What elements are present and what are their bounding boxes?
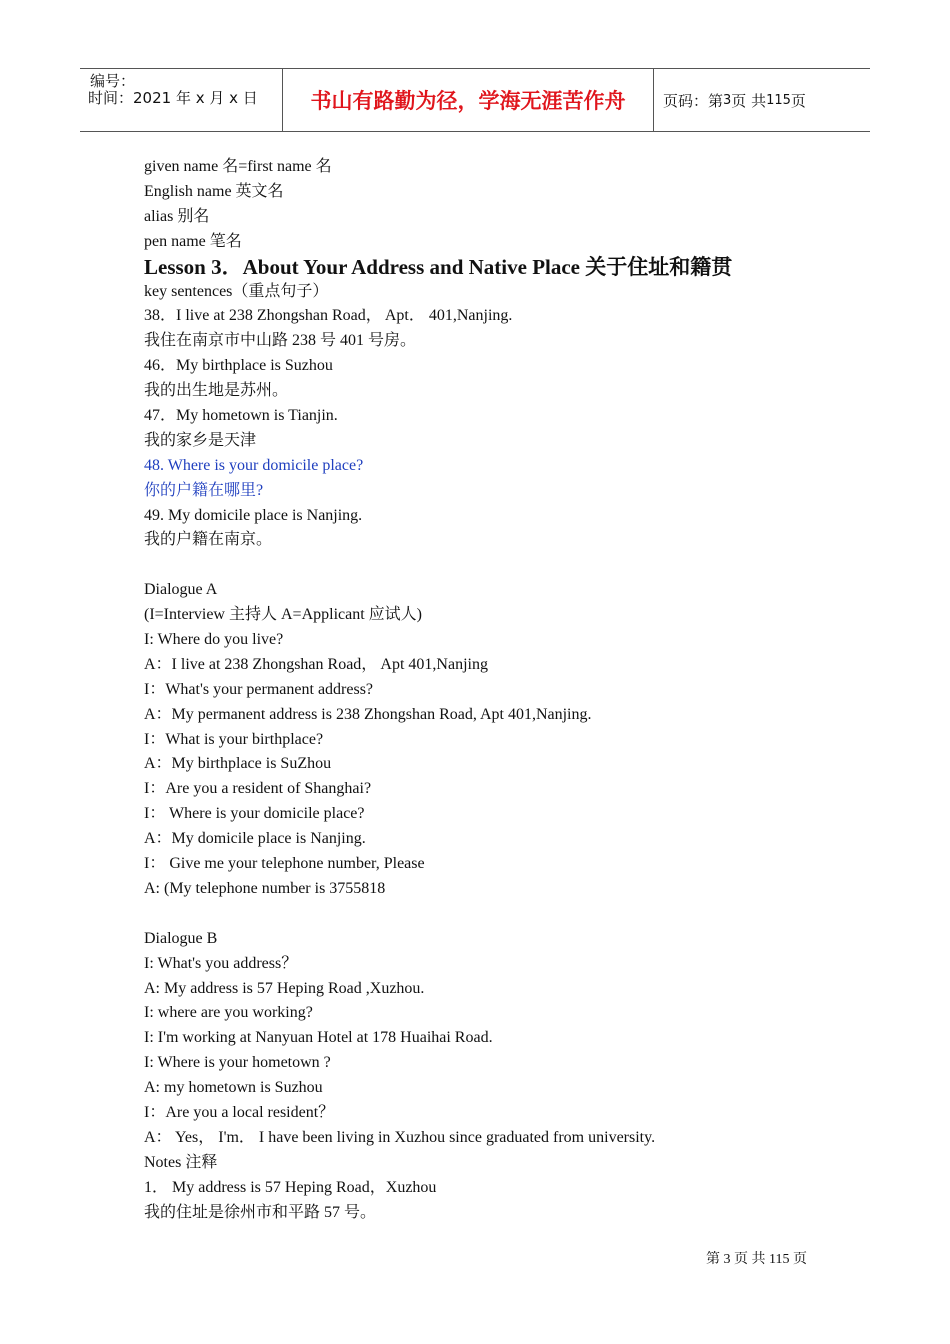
page-total: 115	[766, 92, 791, 108]
document-number-label: 编号：	[90, 72, 136, 90]
text-line: 47．My hometown is Tianjin.	[144, 407, 338, 425]
page-mid: 页 共	[731, 91, 767, 110]
page-suffix: 页	[790, 91, 806, 110]
text-line: 我住在南京市中山路 238 号 401 号房。	[144, 332, 417, 350]
text-line: I: What's you address？	[144, 954, 298, 972]
text-line: 1． My address is 57 Heping Road，Xuzhou	[144, 1178, 437, 1196]
blank-line	[144, 902, 864, 927]
text-line: I: Where is your hometown ?	[144, 1054, 331, 1072]
text-line: I：Are you a resident of Shanghai?	[144, 780, 372, 798]
page-number: 3	[723, 92, 732, 108]
text-line: 38．I live at 238 Zhongshan Road， Apt． 401,Nanjing.	[144, 307, 513, 325]
text-line: Dialogue A	[144, 581, 218, 599]
text-line: A: My address is 57 Heping Road ,Xuzhou.	[144, 979, 425, 997]
header-meta-cell	[80, 69, 282, 131]
text-line: 我的家乡是天津	[144, 431, 257, 449]
blank-line	[144, 553, 864, 578]
text-line: A：My permanent address is 238 Zhongshan Road, Apt 401,Nanjing.	[144, 705, 592, 723]
document-body	[144, 155, 864, 1225]
page-footer: 第 3 页 共 115 页	[706, 1252, 807, 1267]
text-line: 我的户籍在南京。	[144, 531, 273, 549]
text-line: 我的出生地是苏州。	[144, 382, 289, 400]
text-line: Notes 注释	[144, 1153, 218, 1171]
highlighted-line: 48. Where is your domicile place?	[144, 456, 364, 474]
text-line: 49. My domicile place is Nanjing.	[144, 506, 363, 524]
text-line: I： Where is your domicile place?	[144, 805, 365, 823]
text-line: pen name 笔名	[144, 232, 242, 250]
document-time-label: 时间：2021 年 x 月 x 日	[88, 89, 258, 107]
text-line: I： Give me your telephone number, Please	[144, 855, 425, 873]
document-header	[80, 68, 870, 132]
text-line: A： Yes， I'm． I have been living in Xuzhou since graduated from university.	[144, 1128, 656, 1146]
highlighted-line: 你的户籍在哪里?	[144, 481, 264, 499]
text-line: A: (My telephone number is 3755818	[144, 879, 386, 897]
text-line: key sentences（重点句子）	[144, 282, 329, 300]
text-line: I：What is your birthplace?	[144, 730, 324, 748]
header-page-indicator	[654, 69, 870, 131]
text-line: alias 别名	[144, 207, 210, 225]
lesson-heading: Lesson 3．About Your Address and Native Place 关于住址和籍贯	[144, 254, 733, 279]
text-line: A：My birthplace is SuZhou	[144, 755, 332, 773]
text-line: 46．My birthplace is Suzhou	[144, 357, 333, 375]
text-line: I：What's your permanent address?	[144, 680, 374, 698]
text-line: I: Where do you live?	[144, 631, 284, 649]
page-prefix: 页码：第	[663, 91, 724, 110]
header-motto: 书山有路勤为径，学海无涯苦作舟	[282, 69, 654, 131]
text-line: Dialogue B	[144, 929, 218, 947]
text-line: I：Are you a local resident？	[144, 1103, 335, 1121]
text-line: A: my hometown is Suzhou	[144, 1079, 323, 1097]
text-line: A：I live at 238 Zhongshan Road， Apt 401,Nanjing	[144, 655, 488, 673]
text-line: given name 名=first name 名	[144, 158, 332, 175]
text-line: I: where are you working?	[144, 1004, 313, 1022]
text-line: 我的住址是徐州市和平路 57 号。	[144, 1203, 377, 1221]
text-line: A：My domicile place is Nanjing.	[144, 830, 366, 848]
text-line: English name 英文名	[144, 182, 284, 200]
text-line: (I=Interview 主持人 A=Applicant 应试人)	[144, 606, 422, 624]
text-line: I: I'm working at Nanyuan Hotel at 178 Huaihai Road.	[144, 1029, 493, 1047]
